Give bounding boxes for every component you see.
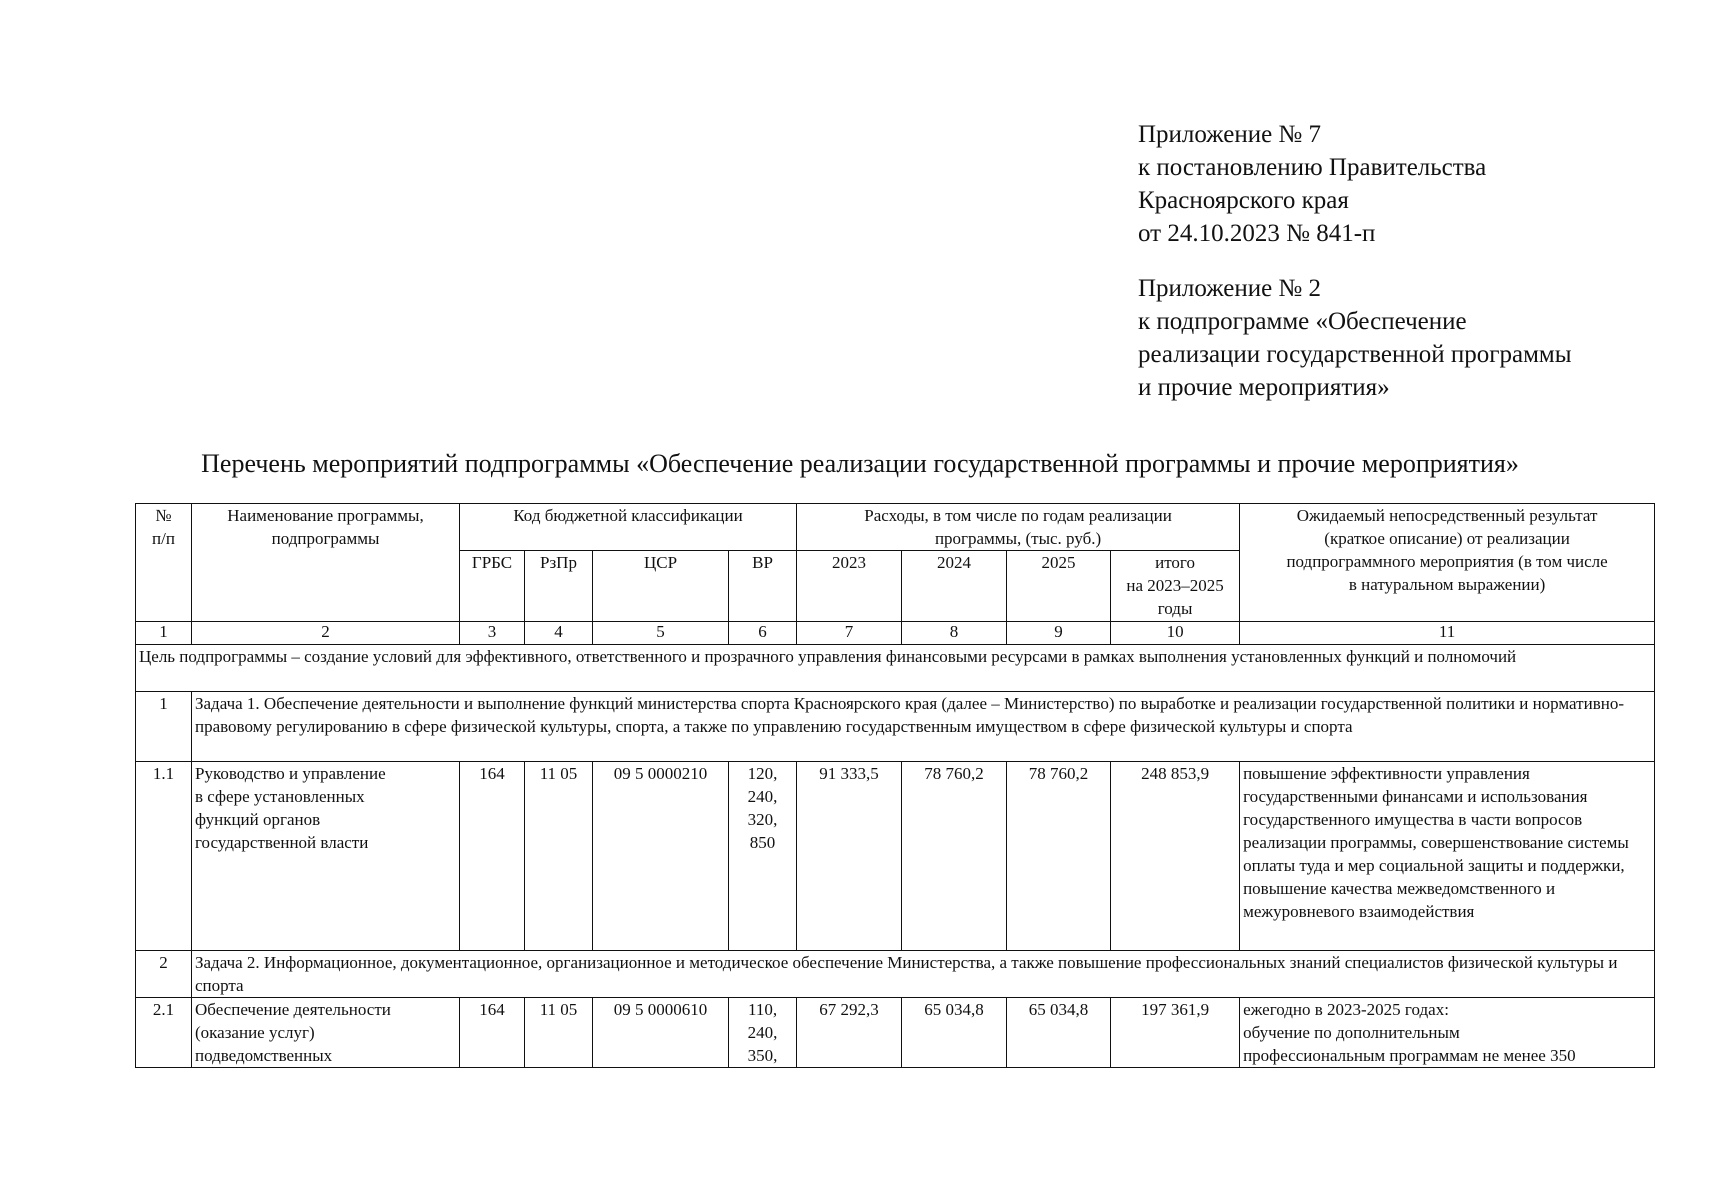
column-number: 4 bbox=[525, 622, 593, 645]
item-vr: 120, 240, 320, 850 bbox=[729, 762, 797, 951]
item-2024: 65 034,8 bbox=[902, 998, 1007, 1068]
item-2025: 78 760,2 bbox=[1007, 762, 1111, 951]
header-2023: 2023 bbox=[797, 551, 902, 622]
header-row bbox=[136, 504, 1655, 551]
column-number: 11 bbox=[1240, 622, 1655, 645]
header-expenses: Расходы, в том числе по годам реализации программы, (тыс. руб.) bbox=[797, 504, 1240, 551]
header-kbk: Код бюджетной классификации bbox=[460, 504, 797, 551]
approval-block-resolution bbox=[1138, 118, 1486, 250]
item-total: 197 361,9 bbox=[1111, 998, 1240, 1068]
header-rzpr: РзПр bbox=[525, 551, 593, 622]
column-number: 5 bbox=[593, 622, 729, 645]
column-number-row bbox=[136, 622, 1655, 645]
table-row bbox=[136, 998, 1655, 1068]
header-vr: ВР bbox=[729, 551, 797, 622]
item-name: Обеспечение деятельности (оказание услуг) подведомственных bbox=[192, 998, 460, 1068]
item-total: 248 853,9 bbox=[1111, 762, 1240, 951]
item-2023: 91 333,5 bbox=[797, 762, 902, 951]
header-total: итого на 2023–2025 годы bbox=[1111, 551, 1240, 622]
task-row-2 bbox=[136, 951, 1655, 998]
approval-line: от 24.10.2023 № 841-п bbox=[1138, 220, 1376, 247]
approval-line: реализации государственной программы bbox=[1138, 341, 1572, 368]
approval-block-subprogram bbox=[1138, 272, 1572, 404]
item-csr: 09 5 0000210 bbox=[593, 762, 729, 951]
task-text: Задача 1. Обеспечение деятельности и выполнение функций министерства спорта Красноярского края (далее – Министерство) по выработке и реализации государственной политики и нормативно-правовому регулированию в сфере физической культуры, спорта, а также по управлению государственным имуществом в сфере физической культуры и спорта bbox=[192, 692, 1655, 762]
header-csr: ЦСР bbox=[593, 551, 729, 622]
header-num: № п/п bbox=[136, 504, 192, 622]
item-result: повышение эффективности управления государственными финансами и использования государственного имущества в части вопросов реализации программы, совершенствование системы оплаты туда и мер социальной защиты и поддержки, повышение качества межведомственного и межуровневого взаимодействия bbox=[1240, 762, 1655, 951]
header-2025: 2025 bbox=[1007, 551, 1111, 622]
header-result: Ожидаемый непосредственный результат (краткое описание) от реализации подпрограммного мероприятия (в том числе в натуральном выражении) bbox=[1240, 504, 1655, 622]
item-csr: 09 5 0000610 bbox=[593, 998, 729, 1068]
item-name: Руководство и управление в сфере установленных функций органов государственной власти bbox=[192, 762, 460, 951]
item-rzpr: 11 05 bbox=[525, 762, 593, 951]
column-number: 10 bbox=[1111, 622, 1240, 645]
column-number: 9 bbox=[1007, 622, 1111, 645]
column-number: 6 bbox=[729, 622, 797, 645]
item-num: 1.1 bbox=[136, 762, 192, 951]
column-number: 8 bbox=[902, 622, 1007, 645]
item-num: 2.1 bbox=[136, 998, 192, 1068]
header-name: Наименование программы, подпрограммы bbox=[192, 504, 460, 622]
task-num: 1 bbox=[136, 692, 192, 762]
item-grbs: 164 bbox=[460, 762, 525, 951]
approval-line: к подпрограмме «Обеспечение bbox=[1138, 308, 1467, 335]
column-number: 7 bbox=[797, 622, 902, 645]
item-grbs: 164 bbox=[460, 998, 525, 1068]
item-2024: 78 760,2 bbox=[902, 762, 1007, 951]
item-vr: 110, 240, 350, bbox=[729, 998, 797, 1068]
approval-line: Красноярского края bbox=[1138, 187, 1349, 214]
header-grbs: ГРБС bbox=[460, 551, 525, 622]
item-2023: 67 292,3 bbox=[797, 998, 902, 1068]
measures-table bbox=[135, 503, 1655, 1068]
goal-row bbox=[136, 645, 1655, 692]
approval-line: Приложение № 7 bbox=[1138, 121, 1322, 148]
goal-text: Цель подпрограммы – создание условий для эффективного, ответственного и прозрачного управления финансовыми ресурсами в рамках выполнения установленных функций и полномочий bbox=[136, 645, 1655, 692]
item-2025: 65 034,8 bbox=[1007, 998, 1111, 1068]
approval-line: к постановлению Правительства bbox=[1138, 154, 1487, 181]
header-2024: 2024 bbox=[902, 551, 1007, 622]
approval-line: и прочие мероприятия» bbox=[1138, 374, 1390, 401]
task-text: Задача 2. Информационное, документационное, организационное и методическое обеспечение Министерства, а также повышение профессиональных знаний специалистов физической культуры и спорта bbox=[192, 951, 1655, 998]
item-result: ежегодно в 2023-2025 годах: обучение по дополнительным профессиональным программам не менее 350 bbox=[1240, 998, 1655, 1068]
column-number: 2 bbox=[192, 622, 460, 645]
approval-line: Приложение № 2 bbox=[1138, 275, 1322, 302]
table-row bbox=[136, 762, 1655, 951]
column-number: 1 bbox=[136, 622, 192, 645]
column-number: 3 bbox=[460, 622, 525, 645]
task-num: 2 bbox=[136, 951, 192, 998]
item-rzpr: 11 05 bbox=[525, 998, 593, 1068]
task-row-1 bbox=[136, 692, 1655, 762]
document-title: Перечень мероприятий подпрограммы «Обеспечение реализации государственной программы и прочие мероприятия» bbox=[201, 449, 1519, 478]
